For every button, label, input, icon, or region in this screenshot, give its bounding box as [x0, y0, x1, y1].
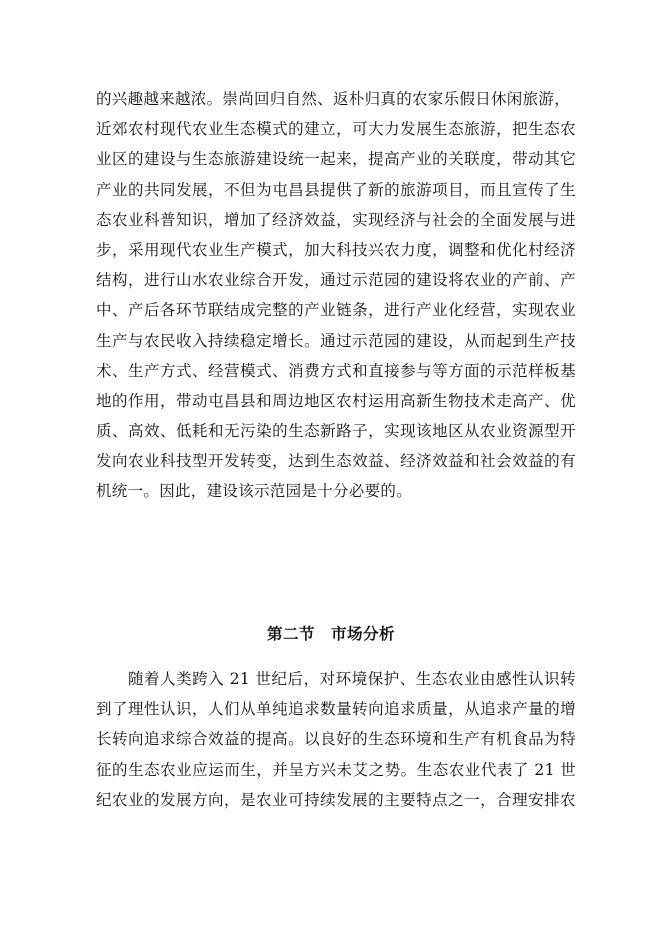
paragraph-line: 结构，进行山水农业综合开发，通过示范园的建设将农业的产前、产 [96, 271, 576, 290]
paragraph-line: 质、高效、低耗和无污染的生态新路子，实现该地区从农业资源型开 [96, 422, 576, 441]
body-paragraph-1 [96, 84, 576, 507]
section-heading: 第二节 市场分析 [266, 624, 395, 643]
paragraph-line: 机统一。因此，建设该示范园是十分必要的。 [96, 482, 413, 501]
paragraph-line: 发向农业科技型开发转变，达到生态效益、经济效益和社会效益的有 [96, 452, 576, 471]
paragraph-line: 长转向追求综合效益的提高。以良好的生态环境和生产有机食品为特 [96, 730, 576, 749]
paragraph-line: 态农业科普知识，增加了经济效益，实现经济与社会的全面发展与进 [96, 210, 576, 229]
paragraph-line: 中、产后各环节联结成完整的产业链条，进行产业化经营，实现农业 [96, 301, 576, 320]
paragraph-line: 到了理性认识，人们从单纯追求数量转向追求质量，从追求产量的增 [96, 700, 576, 719]
paragraph-line: 生产与农民收入持续稳定增长。通过示范园的建设，从而起到生产技 [96, 331, 576, 350]
paragraph-line: 随着人类跨入 21 世纪后，对环境保护、生态农业由感性认识转 [128, 670, 576, 688]
paragraph-line: 的兴趣越来越浓。崇尚回归自然、返朴归真的农家乐假日休闲旅游， [96, 90, 571, 108]
paragraph-line: 步，采用现代农业生产模式，加大科技兴农力度，调整和优化村经济 [96, 240, 576, 259]
paragraph-line: 征的生态农业应运而生，并呈方兴未艾之势。生态农业代表了 21 世 [96, 760, 576, 779]
paragraph-line: 业区的建设与生态旅游建设统一起来，提高产业的关联度，带动其它 [96, 150, 576, 169]
paragraph-line: 近郊农村现代农业生态模式的建立，可大力发展生态旅游，把生态农 [96, 120, 576, 139]
body-paragraph-2 [96, 664, 576, 815]
paragraph-line: 地的作用，带动屯昌县和周边地区农村运用高新生物技术走高产、优 [96, 391, 576, 410]
paragraph-line: 纪农业的发展方向，是农业可持续发展的主要特点之一，合理安排农 [96, 790, 576, 809]
paragraph-line: 术、生产方式、经营模式、消费方式和直接参与等方面的示范样板基 [96, 361, 576, 380]
paragraph-line: 产业的共同发展，不但为屯昌县提供了新的旅游项目，而且宣传了生 [96, 180, 576, 199]
